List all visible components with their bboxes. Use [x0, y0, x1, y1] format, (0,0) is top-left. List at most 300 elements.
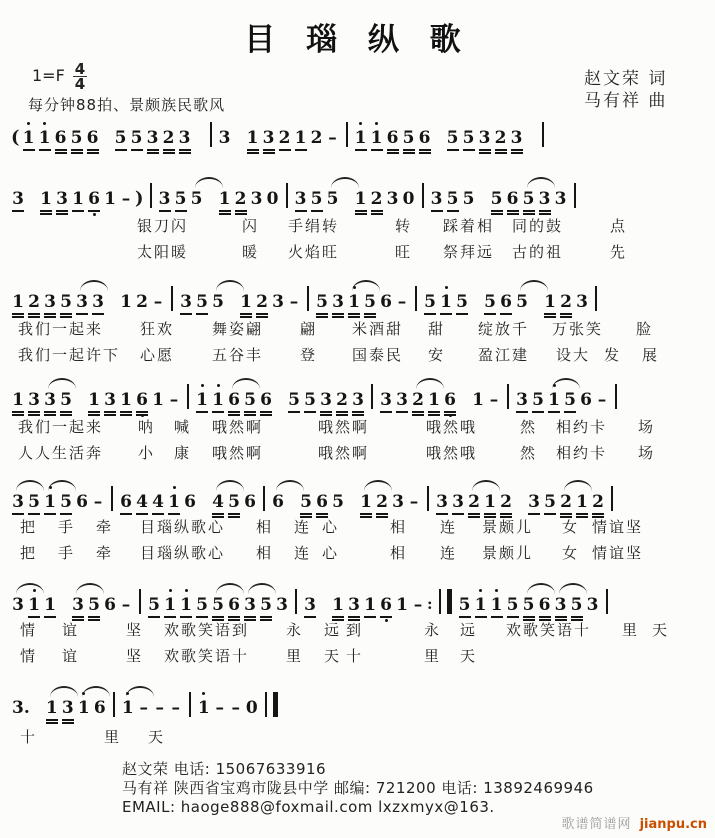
lyric-segment: 十 — [20, 728, 38, 746]
lyric-segment: 哦然啊 — [318, 444, 370, 462]
note: 6 — [76, 492, 88, 512]
octave-dot-above — [33, 589, 36, 592]
lyric-segment: 心愿 — [140, 346, 175, 364]
slur-arc — [552, 378, 580, 389]
barline — [542, 122, 544, 147]
octave-dot-above — [202, 692, 205, 695]
note: 5 — [491, 188, 503, 215]
lyric-segment: 哦然啊 — [318, 418, 370, 436]
barline — [187, 384, 189, 409]
barline — [606, 589, 608, 614]
lyric-segment: 国泰民 — [352, 346, 404, 364]
note: 6 — [244, 492, 256, 512]
dash-note: – — [289, 292, 299, 312]
note: 1 — [484, 491, 496, 518]
note: 6 — [419, 127, 431, 154]
lyric-segment: 祭拜远 — [443, 243, 495, 261]
octave-dot-below — [385, 619, 388, 622]
note: 5 — [196, 291, 208, 315]
lyric-segment: 情 — [20, 647, 38, 665]
note: 3 — [431, 188, 443, 212]
lyric-segment: 坚 — [126, 621, 144, 639]
note: 2 — [163, 127, 175, 154]
lyric-segment: 甜 — [428, 320, 446, 338]
slur-arc — [80, 280, 108, 291]
octave-dot-above — [169, 589, 172, 592]
lyric-segment: 小 — [138, 444, 156, 462]
barline — [307, 286, 309, 311]
note: 3 — [320, 389, 332, 416]
note: 4 — [212, 491, 224, 518]
lyric-segment: 欢歌笑语到 — [164, 621, 250, 639]
note: 1 — [295, 127, 307, 151]
barline — [415, 286, 417, 311]
note: 1 — [40, 188, 52, 215]
note: 3 — [72, 594, 84, 621]
lyric-segment: 情谊坚 — [592, 518, 644, 536]
barline — [595, 286, 597, 311]
barline — [189, 692, 191, 717]
lyric-segment: 然 — [520, 444, 538, 462]
note: 5 — [424, 291, 436, 315]
note: 3 — [276, 595, 288, 615]
note: 3 — [180, 291, 192, 315]
time-signature — [73, 62, 87, 91]
note: 4 — [152, 491, 164, 515]
site-watermark — [561, 813, 707, 832]
octave-dot-above — [27, 122, 30, 125]
lyric-segment: 相 — [256, 518, 274, 536]
note: 5 — [364, 291, 376, 318]
lyric-segment: 登 — [300, 346, 318, 364]
lyric-segment: 脸 — [636, 320, 654, 338]
note: 6 — [104, 595, 116, 615]
final-barline — [260, 692, 283, 717]
note: 3 — [511, 127, 523, 154]
barline — [422, 183, 424, 208]
lyric-segment: 喊 — [174, 418, 192, 436]
dash-note: – — [413, 595, 423, 615]
score-line-4 — [0, 384, 715, 474]
rest-note: 0 — [402, 189, 415, 209]
note: 5 — [403, 127, 415, 154]
lyric-segment: 万张笑 — [552, 320, 604, 338]
lyric-segment: 牵 — [96, 544, 114, 562]
lyric-segment: 相约卡 — [556, 444, 608, 462]
lyric-segment: 相 — [256, 544, 274, 562]
note: 3. — [12, 698, 30, 718]
lyric-segment: 舞姿翩 — [212, 320, 264, 338]
note: 1 — [440, 291, 452, 315]
barline — [295, 589, 297, 614]
note: 6 — [444, 389, 456, 416]
note: 5 — [459, 594, 471, 618]
note: 3 — [352, 389, 364, 416]
note: 3 — [516, 389, 528, 413]
note: 2 — [376, 491, 388, 518]
dash-note: – — [155, 698, 164, 718]
note: 3 — [44, 291, 56, 318]
lyric-segment: 把 — [20, 518, 38, 536]
note: 3 — [272, 292, 284, 312]
lyric-segment: 设大 — [556, 346, 591, 364]
note: 1 — [360, 491, 372, 518]
contact-line-composer: 马有祥 陕西省宝鸡市陇县中学 邮编: 721200 电话: 13892469946 — [122, 779, 594, 797]
note: 3 — [218, 128, 231, 148]
lyric-segment: 古的祖 — [512, 243, 564, 261]
note: 5 — [316, 291, 328, 318]
note: 5 — [131, 127, 143, 151]
note: 6 — [228, 389, 240, 416]
note: 3 — [554, 189, 567, 209]
note: 5 — [456, 291, 468, 315]
note: 3 — [56, 188, 68, 215]
dash-note: – — [171, 698, 180, 718]
note: 1 — [491, 594, 503, 618]
note: 6 — [260, 389, 272, 416]
note: 3 — [179, 127, 191, 154]
lyric-segment: 相 — [390, 544, 408, 562]
lyric-segment: 我们一起来 — [18, 320, 104, 338]
lyric-segment: 谊 — [62, 647, 80, 665]
contact-info — [122, 760, 594, 817]
lyric-segment: 连 — [294, 518, 312, 536]
note: 3 — [12, 188, 24, 212]
note: 6 — [387, 127, 399, 154]
lyric-segment: 天 — [148, 728, 166, 746]
lyric-segment: 展 — [642, 346, 660, 364]
note: 6 — [507, 188, 519, 215]
lyric-segment: 五谷丰 — [212, 346, 264, 364]
lyric-segment: 欢歌笑语十 — [164, 647, 250, 665]
lyric-segment: 情 — [20, 621, 38, 639]
lyric-segment: 场 — [638, 444, 656, 462]
note: 5 — [300, 491, 312, 518]
note: 1 — [180, 594, 192, 618]
dash-note: – — [397, 292, 407, 312]
note: 1 — [472, 390, 484, 410]
note: 3 — [304, 594, 316, 618]
lyric-segment: 天 — [324, 647, 342, 665]
tempo-style-note: 每分钟88拍、景颇族民歌风 — [28, 96, 226, 114]
note: 2 — [256, 291, 268, 318]
lyric-segment: 翩 — [300, 320, 318, 338]
note: 1 — [164, 594, 176, 618]
note: 5 — [196, 594, 208, 618]
note: 5 — [571, 594, 583, 621]
note: 1 — [396, 595, 408, 615]
note: 3 — [244, 594, 256, 621]
dash-note: – — [231, 698, 240, 718]
note: 6 — [88, 188, 100, 212]
time-signature-numerator: 4 — [74, 60, 86, 78]
note: 5 — [304, 389, 316, 413]
note: 2 — [560, 491, 572, 518]
barline — [263, 486, 265, 511]
note: 2 — [279, 127, 291, 151]
lyric-segment: 心 — [322, 544, 340, 562]
note: 1 — [12, 291, 24, 318]
slur-arc — [559, 583, 587, 594]
note: 6 — [93, 698, 106, 718]
intro-paren: ) — [135, 188, 144, 209]
key-label: 1=F — [32, 66, 65, 85]
note: 3 — [332, 291, 344, 318]
note: 5 — [60, 389, 72, 416]
note: 3 — [479, 127, 491, 154]
lyric-segment: 心 — [322, 518, 340, 536]
barline — [615, 384, 617, 409]
note: 1 — [548, 389, 560, 413]
octave-dot-above — [445, 286, 448, 289]
note: 3 — [555, 594, 567, 621]
lyric-segment: 发 — [604, 346, 622, 364]
notation-row — [10, 384, 622, 416]
lyric-segment: 永 — [286, 621, 304, 639]
note: 6 — [120, 491, 132, 515]
lyric-segment: 我们一起许下 — [18, 346, 121, 364]
lyric-segment: 十 — [346, 647, 364, 665]
note: 1 — [364, 594, 376, 618]
note: 6 — [87, 127, 99, 154]
note: 3 — [104, 389, 116, 416]
note: 1 — [28, 594, 40, 618]
barline — [171, 286, 173, 311]
lyric-segment: 火焰旺 — [288, 243, 340, 261]
lyric-segment: 把 — [20, 544, 38, 562]
note: 2 — [28, 291, 40, 318]
note: 5 — [564, 389, 576, 413]
score-line-3 — [0, 286, 715, 376]
lyric-segment: 狂欢 — [140, 320, 175, 338]
lyric-segment: 相 — [390, 518, 408, 536]
barline — [139, 589, 141, 614]
dash-note: – — [489, 390, 499, 410]
note: 1 — [196, 389, 208, 413]
note: 5 — [244, 389, 256, 416]
dash-note: – — [169, 390, 179, 410]
note: 5 — [212, 594, 224, 621]
note: 1 — [428, 389, 440, 416]
note: 3 — [452, 491, 464, 515]
octave-dot-above — [217, 384, 220, 387]
slur-arc — [82, 686, 110, 697]
contact-line-lyricist: 赵文荣 电话: 15067633916 — [122, 760, 327, 778]
note: 1 — [219, 188, 231, 215]
time-signature-denominator: 4 — [74, 75, 86, 93]
barline — [507, 384, 509, 409]
note: 1 — [88, 389, 100, 416]
note: 5 — [71, 127, 83, 154]
lyric-segment: 点 — [610, 217, 628, 235]
note: 6 — [136, 389, 148, 416]
slur-arc — [520, 280, 548, 291]
lyric-segment: 手 — [58, 518, 76, 536]
note: 3 — [528, 491, 540, 515]
notation-row — [10, 183, 581, 215]
lyric-segment: 到 — [346, 621, 364, 639]
note: 3 — [539, 188, 551, 215]
slur-arc — [352, 280, 380, 291]
note: 1 — [247, 127, 259, 154]
composer-credit: 马有祥 曲 — [584, 91, 668, 111]
slur-arc — [16, 480, 44, 491]
note: 5 — [115, 127, 127, 151]
score-line-5 — [0, 486, 715, 576]
lyric-segment: 手 — [58, 544, 76, 562]
slur-arc — [527, 583, 555, 594]
note: 5 — [516, 291, 528, 313]
note: 3 — [263, 127, 275, 154]
lyric-segment: 景颇儿 — [482, 518, 534, 536]
barline — [427, 486, 429, 511]
octave-dot-above — [495, 589, 498, 592]
dash-note: – — [597, 390, 607, 410]
lyric-segment: 哦然哦 — [426, 444, 478, 462]
note: 5 — [523, 188, 535, 215]
score-line-2 — [0, 183, 715, 273]
dash-note: – — [139, 698, 148, 718]
lyric-segment: 谊 — [62, 621, 80, 639]
note: 1 — [475, 594, 487, 618]
note: 1 — [104, 189, 116, 209]
note: 5 — [212, 291, 224, 313]
lyric-segment: 女 — [562, 518, 580, 536]
notation-row — [10, 122, 549, 154]
slur-arc — [48, 378, 76, 389]
slur-arc — [126, 686, 154, 697]
lyric-segment: 目瑙纵歌心 — [140, 518, 226, 536]
lyric-segment: 天 — [460, 647, 478, 665]
lyric-segment: 欢歌笑语十 — [506, 621, 592, 639]
notation-row — [10, 589, 613, 621]
lyricist-credit: 赵文荣 词 — [584, 69, 668, 89]
note: 1 — [23, 127, 35, 151]
lyric-segment: 太阳暖 — [137, 243, 189, 261]
lyric-segment: 哦然啊 — [212, 418, 264, 436]
note: 5 — [507, 594, 519, 618]
watermark-domain-link[interactable]: jianpu.cn — [639, 817, 707, 832]
lyric-segment: 里 — [286, 647, 304, 665]
note: 5 — [148, 594, 160, 618]
slur-arc — [76, 583, 104, 594]
contact-line-email: EMAIL: haoge888@foxmail.com lxzxmyx@163. — [122, 798, 495, 816]
repeat-dots: : — [427, 595, 433, 613]
lyric-segment: 目瑙纵歌心 — [140, 544, 226, 562]
note: 1 — [44, 491, 56, 515]
note: 2 — [412, 389, 424, 416]
note: 6 — [272, 491, 284, 513]
slur-arc — [472, 480, 500, 491]
lyric-segment: 远 — [460, 621, 478, 639]
lyric-segment: 永 — [424, 621, 442, 639]
note: 1 — [44, 594, 56, 618]
note: 5 — [484, 291, 496, 315]
note: 5 — [60, 491, 72, 515]
lyric-segment: 我们一起来 — [18, 418, 104, 436]
dash-note: – — [93, 492, 103, 512]
lyric-segment: 绽放千 — [478, 320, 530, 338]
lyric-segment: 人人生活奔 — [18, 444, 104, 462]
barline — [346, 122, 348, 147]
barline — [611, 486, 613, 511]
slur-arc — [564, 480, 592, 491]
lyric-segment: 盈江建 — [478, 346, 530, 364]
octave-dot-above — [201, 384, 204, 387]
dash-note: – — [409, 492, 419, 512]
barline — [150, 183, 152, 208]
note: 5 — [447, 127, 459, 151]
lyric-segment: 里 — [622, 621, 640, 639]
lyric-segment: 呐 — [138, 418, 156, 436]
lyric-segment: 康 — [174, 444, 192, 462]
octave-dot-above — [173, 486, 176, 489]
repeat-end-barline — [426, 589, 457, 614]
note: 6 — [380, 292, 392, 312]
note: 6 — [184, 492, 196, 512]
note: 1 — [78, 697, 90, 719]
note: 3 — [348, 594, 360, 621]
note: 3 — [159, 188, 171, 212]
note: 5 — [288, 389, 300, 413]
rest-note: 0 — [266, 189, 279, 209]
note: 1 — [72, 188, 84, 212]
score-line-6 — [0, 589, 715, 679]
note: 3 — [92, 291, 104, 315]
note: 3 — [62, 697, 74, 724]
note: 1 — [120, 292, 132, 312]
note: 6 — [539, 594, 551, 621]
note: 6 — [316, 491, 328, 518]
note: 4 — [136, 491, 148, 515]
note: 3 — [28, 389, 40, 416]
note: 5 — [544, 491, 556, 515]
dash-note: – — [215, 698, 224, 718]
slur-arc — [50, 686, 78, 697]
note: 2 — [336, 389, 348, 416]
note: 2 — [560, 291, 572, 318]
slur-arc — [276, 480, 304, 491]
lyric-segment: 远 — [324, 621, 342, 639]
note: 2 — [136, 292, 148, 312]
note: 2 — [592, 491, 604, 518]
lyric-segment: 牵 — [96, 518, 114, 536]
slur-arc — [216, 280, 244, 291]
note: 3 — [76, 291, 88, 315]
octave-dot-above — [43, 122, 46, 125]
note: 6 — [580, 390, 592, 410]
note: 5 — [260, 594, 272, 621]
lyric-segment: 先 — [610, 243, 628, 261]
watermark-site-name: 歌谱简谱网 — [561, 817, 632, 832]
slur-arc — [248, 583, 276, 594]
note: 5 — [60, 291, 72, 318]
note: 3 — [44, 389, 56, 416]
rest-note: 0 — [245, 698, 258, 718]
slur-arc — [416, 378, 444, 389]
lyric-segment: 踩着相 — [443, 217, 495, 235]
slur-arc — [364, 480, 392, 491]
barline — [371, 384, 373, 409]
song-title: 目 瑙 纵 歌 — [244, 22, 471, 58]
note: 2 — [310, 128, 323, 148]
slur-arc — [216, 583, 244, 594]
note: 5 — [532, 389, 544, 413]
dash-note: – — [153, 292, 163, 312]
note: 6 — [380, 594, 392, 618]
note: 5 — [175, 188, 187, 212]
key-signature — [32, 62, 87, 91]
